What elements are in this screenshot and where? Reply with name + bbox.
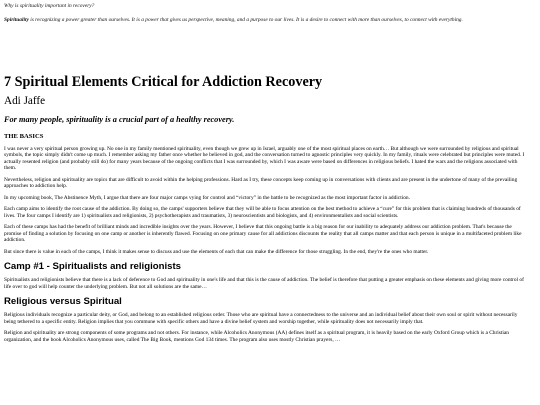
- definition-text: is recognizing a power greater than ourselves. It is a power that gives us perspective, meaning, and a purpose to our lives. It is a desire to connect with more than ourselves, to connect with everything.: [28, 17, 463, 23]
- definition-term: Spirituality: [4, 17, 29, 23]
- camp1-heading: Camp #1 - Spiritualists and religionists: [4, 261, 181, 273]
- article-author: Adi Jaffe: [4, 94, 46, 107]
- paragraph-6: But since there is value in each of the camps, I think it makes sense to discuss and use the elements of each that can make the difference for those struggling. In the end, they're the ones who matter.: [4, 248, 429, 255]
- article-title: 7 Spiritual Elements Critical for Addiction Recovery: [4, 73, 323, 90]
- paragraph-5: Each of these camps has had the benefit of brilliant minds and incredible insights over the years. However, I believe that this ongoing battle is a big reason for our inability to adequately address our addiction problem. That's because the promise of finding a solution by focusing on one camp or another is inherently flawed. Focusing on one primary cause for all addictions discounts the reality that all camps matter and that each person is unique in a multifaceted problem like addiction.: [4, 224, 522, 244]
- article-subtitle: For many people, spirituality is a crucial part of a healthy recovery.: [4, 114, 235, 124]
- paragraph-2: Nevertheless, religion and spirituality are topics that are difficult to avoid within the helping professions. Hard as I try, these concepts keep coming up in conversations with clients and are present in the undertone of many of the prevailing approaches to addiction help.: [4, 176, 518, 190]
- question-line: Why is spirituality important in recovery?: [4, 3, 95, 9]
- rvs-paragraph-1: Religious individuals recognize a particular deity, or God, and belong to an established religious order. Those who are spiritual have a connectedness to the universe and an individual belief about their own soul or spirit without necessarily being tethered to a specific entity. Religion implies that you commune with specific others and have a divine belief system and worship together, while spirituality does not necessarily imply that.: [4, 312, 518, 325]
- paragraph-1: I was never a very spiritual person growing up. No one in my family mentioned spirituality, even though we grew up in Israel, arguably one of the most spiritual places on earth… But although we were surrounded by religious and spiritual symbols, the topic simply didn't come up much. I remember asking my father once whether he believed in god, and the conversation turned to agnostic principles very quickly. In my family, rituals were celebrated but principles were muted. I actually resented religion (and probably still do) for many years because of the ongoing conflicts that I was surrounded by, which I was aware were based on differences in religious beliefs. I hated the wars and the religions associated with them.: [4, 145, 525, 172]
- section-heading-basics: THE BASICS: [4, 132, 44, 140]
- camp1-paragraph: Spiritualists and religionists believe that there is a lack of deference to God and spirituality in one's life and that this is the cause of addiction. The belief is therefore that putting a greater emphasis on these elements and giving more control of life over to god will help counter the underlying problem. But not all solutions are the same…: [4, 277, 524, 290]
- paragraph-4: Each camp aims to identify the root cause of the addiction. By doing so, the camps' supporters believe that they will be able to focus attention on the best method to achieve a “cure” for this problem that is claiming hundreds of thousands of lives. The four camps I identify are 1) spiritualists and religionists, 2) psychotherapists and traumatists, 3) neuroscientists and biologists, and 4) environmentalists and social scientists.: [4, 206, 521, 219]
- spirituality-definition: [4, 17, 528, 24]
- religious-vs-spiritual-heading: Religious versus Spiritual: [4, 296, 122, 308]
- rvs-paragraph-2: Religion and spirituality are strong components of some programs and not others. For instance, while Alcoholics Anonymous (AA) defines itself as a spiritual program, it is heavily based on the early Oxford Group which is a Christian organization, and the book Alcoholics Anonymous uses, called The Big Book, mentions God 134 times. The program also uses mostly Christian prayers, …: [4, 330, 509, 343]
- paragraph-3: In my upcoming book, The Abstinence Myth, I argue that there are four major camps vying for control and “victory” in the battle to be recognized as the most important factor in addiction.: [4, 194, 410, 201]
